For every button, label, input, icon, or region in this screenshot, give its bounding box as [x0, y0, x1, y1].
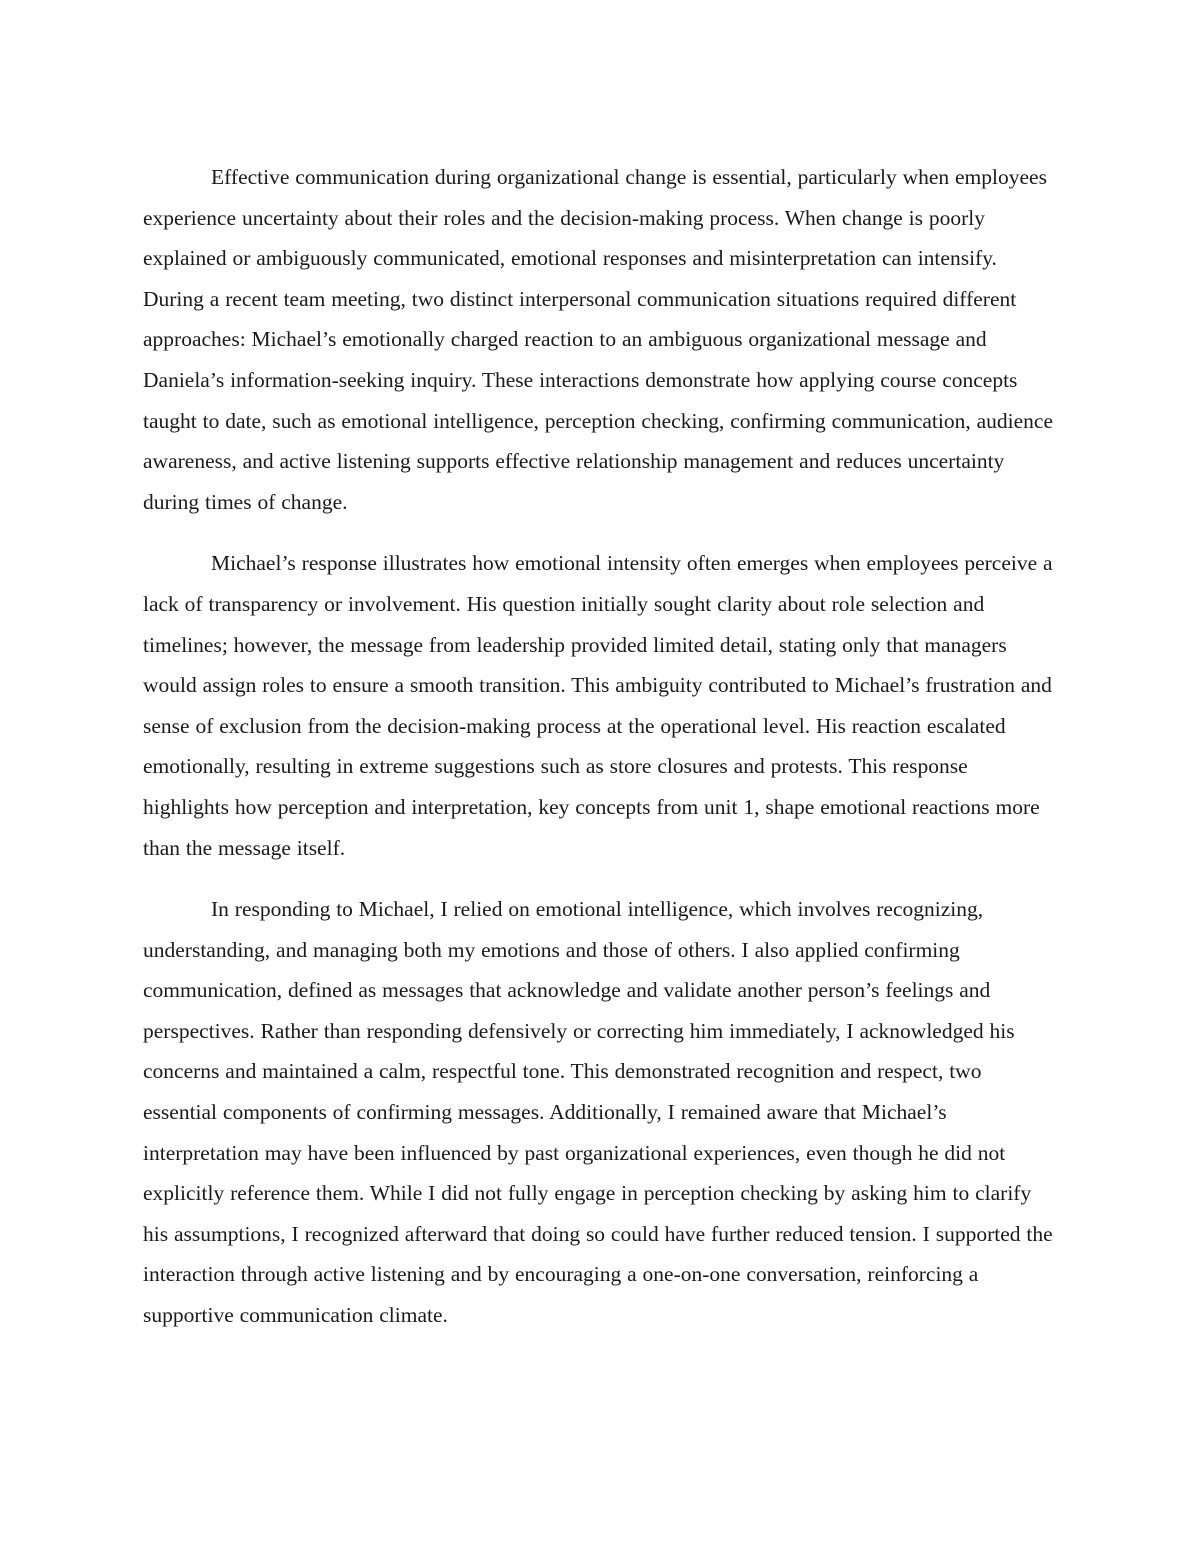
document-body	[143, 157, 1057, 1336]
paragraph-responding-to-michael: In responding to Michael, I relied on emotional intelligence, which involves recognizing, understanding, and managing both my emotions and those of others. I also applied confirming communication, defined as messages that acknowledge and validate another person’s feelings and perspectives. Rather than responding defensively or correcting him immediately, I acknowledged his concerns and maintained a calm, respectful tone. This demonstrated recognition and respect, two essential components of confirming messages. Additionally, I remained aware that Michael’s interpretation may have been influenced by past organizational experiences, even though he did not explicitly reference them. While I did not fully engage in perception checking by asking him to clarify his assumptions, I recognized afterward that doing so could have further reduced tension. I supported the interaction through active listening and by encouraging a one-on-one conversation, reinforcing a supportive communication climate.	[143, 897, 1053, 1328]
paragraph-intro: Effective communication during organizational change is essential, particularly when employees experience uncertainty about their roles and the decision-making process. When change is poorly explained or ambiguously communicated, emotional responses and misinterpretation can intensify. During a recent team meeting, two distinct interpersonal communication situations required different approaches: Michael’s emotionally charged reaction to an ambiguous organizational message and Daniela’s information-seeking inquiry. These interactions demonstrate how applying course concepts taught to date, such as emotional intelligence, perception checking, confirming communication, audience awareness, and active listening supports effective relationship management and reduces uncertainty during times of change.	[143, 165, 1053, 514]
paragraph-michael-response: Michael’s response illustrates how emotional intensity often emerges when employees perceive a lack of transparency or involvement. His question initially sought clarity about role selection and timelines; however, the message from leadership provided limited detail, stating only that managers would assign roles to ensure a smooth transition. This ambiguity contributed to Michael’s frustration and sense of exclusion from the decision-making process at the operational level. His reaction escalated emotionally, resulting in extreme suggestions such as store closures and protests. This response highlights how perception and interpretation, key concepts from unit 1, shape emotional reactions more than the message itself.	[143, 551, 1053, 860]
